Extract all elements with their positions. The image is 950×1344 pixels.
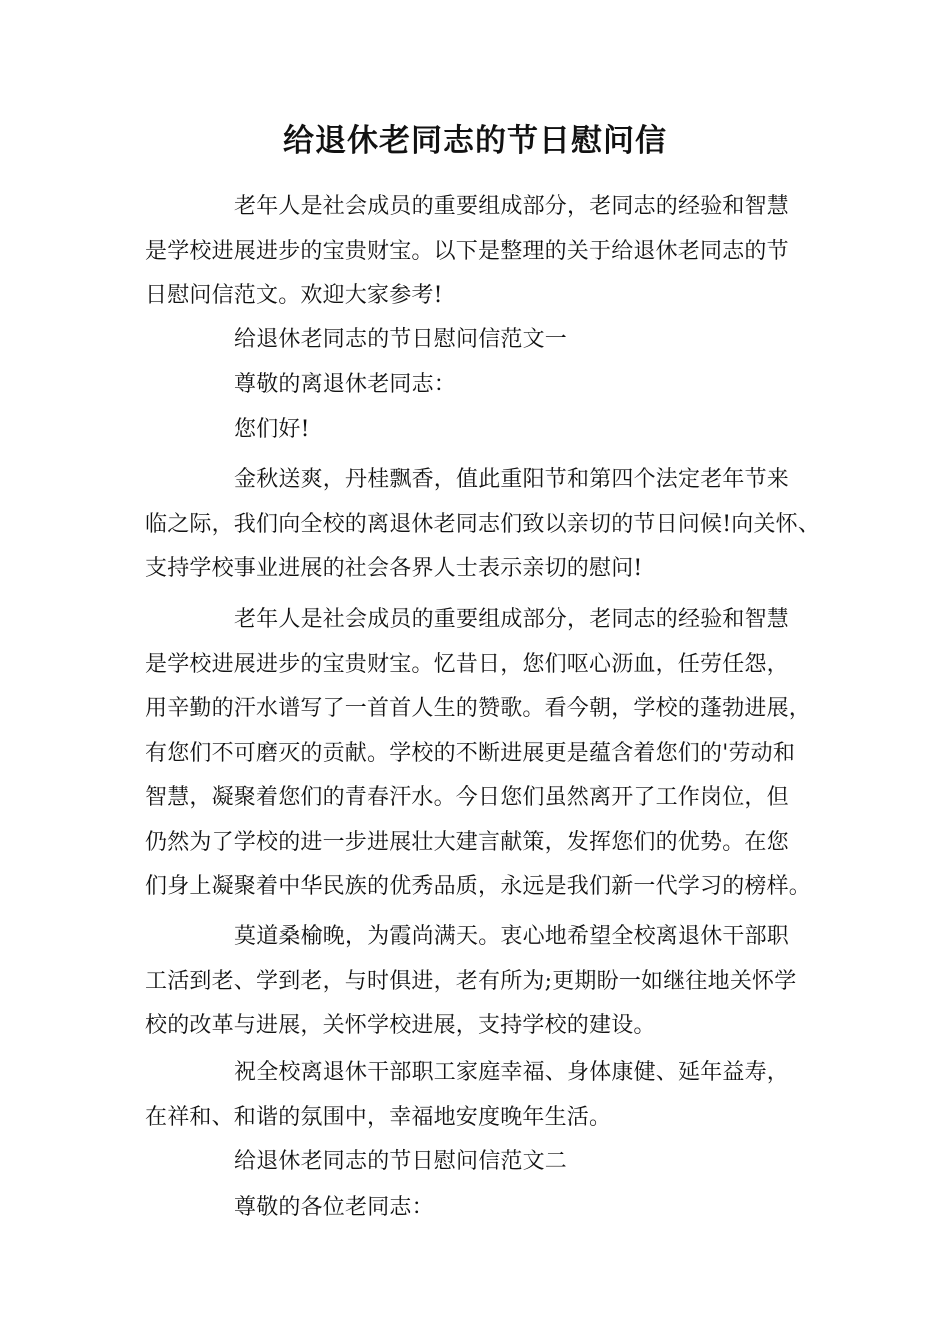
paragraph-line: 临之际，我们向全校的离退休老同志们致以亲切的节日问候!向关怀、 <box>145 511 821 537</box>
intro-paragraph <box>145 185 835 319</box>
paragraph-line: 日慰问信范文。欢迎大家参考! <box>145 283 443 308</box>
paragraph-line: 是学校进展进步的宝贵财宝。忆昔日，您们呕心沥血，任劳任怨， <box>145 651 789 677</box>
paragraph-line: 老年人是社会成员的重要组成部分，老同志的经验和智慧 <box>234 607 790 632</box>
sample1-greeting: 您们好! <box>234 417 310 442</box>
sample1-paragraph-2 <box>145 598 835 910</box>
paragraph-line: 在祥和、和谐的氛围中，幸福地安度晚年生活。 <box>145 1104 612 1130</box>
paragraph-line: 老年人是社会成员的重要组成部分，老同志的经验和智慧 <box>234 194 790 219</box>
paragraph-line: 用辛勤的汗水谱写了一首首人生的赞歌。看今朝，学校的蓬勃进展， <box>145 696 812 721</box>
paragraph-line: 校的改革与进展，关怀学校进展，支持学校的建设。 <box>145 1013 656 1038</box>
sample1-paragraph-4 <box>145 1051 835 1140</box>
paragraph-line: 支持学校事业进展的社会各界人士表示亲切的慰问! <box>145 556 643 581</box>
paragraph-line: 们身上凝聚着中华民族的优秀品质，永远是我们新一代学习的榜样。 <box>145 874 812 899</box>
paragraph-line: 祝全校离退休干部职工家庭幸福、身体康健、延年益寿， <box>234 1060 790 1085</box>
sample1-paragraph-3 <box>145 915 835 1049</box>
document-title: 给退休老同志的节日慰问信 <box>283 123 667 159</box>
paragraph-line: 智慧，凝聚着您们的青春汗水。今日您们虽然离开了工作岗位，但 <box>145 785 789 810</box>
paragraph-line: 工活到老、学到老，与时俱进，老有所为;更期盼一如继往地关怀学 <box>145 968 797 994</box>
paragraph-line: 是学校进展进步的宝贵财宝。以下是整理的关于给退休老同志的节 <box>145 238 789 264</box>
paragraph-line: 有您们不可磨灭的贡献。学校的不断进展更是蕴含着您们的'劳动和 <box>145 740 796 766</box>
sample2-salutation: 尊敬的各位老同志： <box>234 1195 434 1220</box>
sample1-paragraph-1 <box>145 458 835 592</box>
sample1-heading: 给退休老同志的节日慰问信范文一 <box>234 327 568 352</box>
sample1-salutation: 尊敬的离退休老同志： <box>234 372 457 397</box>
sample2-heading: 给退休老同志的节日慰问信范文二 <box>234 1149 568 1174</box>
paragraph-line: 金秋送爽，丹桂飘香，值此重阳节和第四个法定老年节来 <box>234 467 790 492</box>
paragraph-line: 莫道桑榆晚，为霞尚满天。衷心地希望全校离退休干部职 <box>234 924 790 949</box>
paragraph-line: 仍然为了学校的进一步进展壮大建言献策，发挥您们的优势。在您 <box>145 829 789 855</box>
